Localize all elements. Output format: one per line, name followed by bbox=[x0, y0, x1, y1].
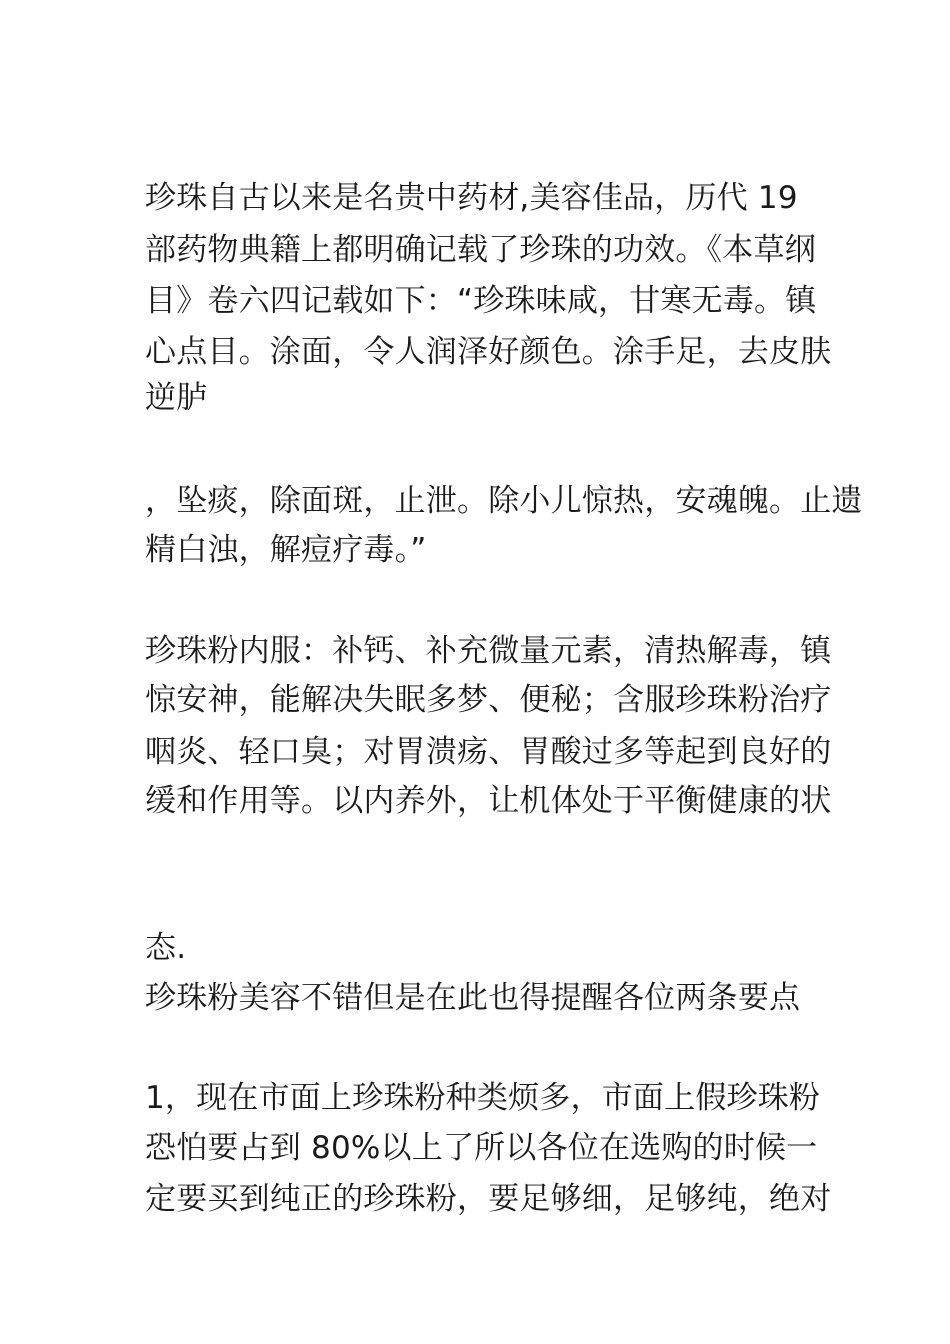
text-line: 1，现在市面上珍珠粉种类烦多，市面上假珍珠粉 bbox=[145, 1080, 821, 1116]
text-line: 恐怕要占到 80%以上了所以各位在选购的时候一 bbox=[145, 1130, 818, 1166]
text-line: 咽炎、轻口臭；对胃溃疡、胃酸过多等起到良好的 bbox=[145, 734, 832, 770]
text-line: 珍珠粉美容不错但是在此也得提醒各位两条要点 bbox=[145, 980, 801, 1016]
text-line: 目》卷六四记载如下：“珍珠味咸，甘寒无毒。镇 bbox=[145, 283, 817, 319]
text-line: 部药物典籍上都明确记载了珍珠的功效。《本草纲 bbox=[145, 232, 816, 268]
text-line: 定要买到纯正的珍珠粉，要足够细，足够纯，绝对 bbox=[145, 1181, 832, 1217]
text-line: 珍珠粉内服：补钙、补充微量元素，清热解毒，镇 bbox=[145, 633, 832, 669]
text-line: 逆胪 bbox=[145, 380, 208, 416]
text-line: ，坠痰，除面斑，止泄。除小儿惊热，安魂魄。止遗 bbox=[145, 483, 863, 519]
text-line: 缓和作用等。以内养外，让机体处于平衡健康的状 bbox=[145, 783, 832, 819]
text-line: 珍珠自古以来是名贵中药材,美容佳品，历代 19 bbox=[145, 180, 798, 216]
text-line: 精白浊，解痘疗毒。” bbox=[145, 532, 427, 568]
text-line: 惊安神，能解决失眠多梦、便秘；含服珍珠粉治疗 bbox=[145, 682, 832, 718]
text-line: 态. bbox=[145, 930, 187, 966]
text-line: 心点目。涂面，令人润泽好颜色。涂手足，去皮肤 bbox=[145, 334, 832, 370]
